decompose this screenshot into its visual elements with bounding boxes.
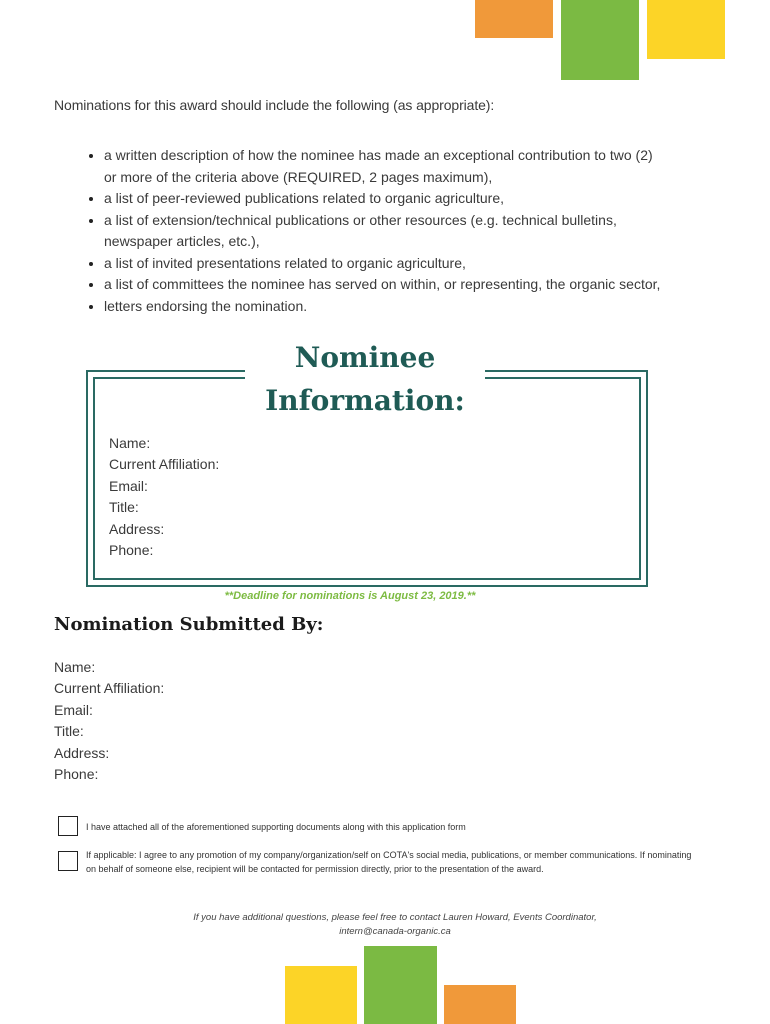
list-item: • letters endorsing the nomination. — [104, 296, 664, 318]
nominee-section-title — [245, 336, 485, 422]
submitter-title-label: Title: — [54, 723, 84, 740]
submitter-fields — [54, 657, 164, 785]
nominee-title-label: Title: — [109, 499, 139, 516]
promotion-consent-checkbox[interactable] — [58, 851, 78, 871]
nominee-title-line2: Information: — [265, 384, 465, 417]
decor-block-orange-top — [475, 0, 553, 38]
nominee-title-line1: Nominee — [294, 341, 436, 374]
submitter-email-label: Email: — [54, 701, 93, 718]
submitter-phone-label: Phone: — [54, 766, 99, 783]
decor-block-yellow-bottom — [285, 966, 357, 1024]
decor-block-orange-bottom — [444, 985, 516, 1024]
documents-attached-checkbox[interactable] — [58, 816, 78, 836]
contact-note — [120, 911, 670, 939]
list-item: • a written description of how the nominee has made an exceptional contribution to two (2) or more of the criteria above (REQUIRED, 2 pages maximum), — [104, 145, 664, 188]
nominee-name-label: Name: — [109, 435, 151, 451]
nominee-address-label: Address: — [109, 520, 165, 537]
nominee-fields — [109, 433, 219, 561]
deadline-note: **Deadline for nominations is August 23, 2019.** — [224, 590, 476, 602]
submitter-affiliation-label: Current Affiliation: — [54, 680, 165, 697]
submitter-name-label: Name: — [54, 659, 96, 675]
contact-email[interactable]: intern@canada-organic.ca — [339, 926, 451, 937]
promotion-consent-label: If applicable: I agree to any promotion of my company/organization/self on COTA's social media, publications, or member communications. If nominating on behalf of someone else, recipient will be contacted for permission directly, prior to the presentation of the award. — [86, 850, 692, 874]
decor-block-yellow-top — [647, 0, 725, 59]
decor-block-green-top — [561, 0, 639, 80]
submitter-address-label: Address: — [54, 744, 110, 761]
list-item: • a list of peer-reviewed publications related to organic agriculture, — [104, 188, 664, 210]
nominee-affiliation-label: Current Affiliation: — [109, 456, 220, 473]
nominee-email-label: Email: — [109, 477, 148, 494]
submitter-section-title: Nomination Submitted By: — [54, 614, 324, 635]
list-item: • a list of invited presentations related to organic agriculture, — [104, 253, 664, 275]
requirements-list — [86, 145, 664, 317]
list-item: • a list of extension/technical publications or other resources (e.g. technical bulletins, newspaper articles, etc.), — [104, 210, 664, 253]
nominee-phone-label: Phone: — [109, 542, 154, 559]
contact-line1: If you have additional questions, please feel free to contact Lauren Howard, Events Coordinator, — [193, 912, 597, 923]
documents-attached-label: I have attached all of the aforementioned supporting documents along with this application form — [86, 822, 466, 832]
intro-text: Nominations for this award should include the following (as appropriate): — [54, 97, 495, 113]
list-item: • a list of committees the nominee has served on within, or representing, the organic sector, — [104, 274, 664, 296]
decor-block-green-bottom — [364, 946, 437, 1024]
